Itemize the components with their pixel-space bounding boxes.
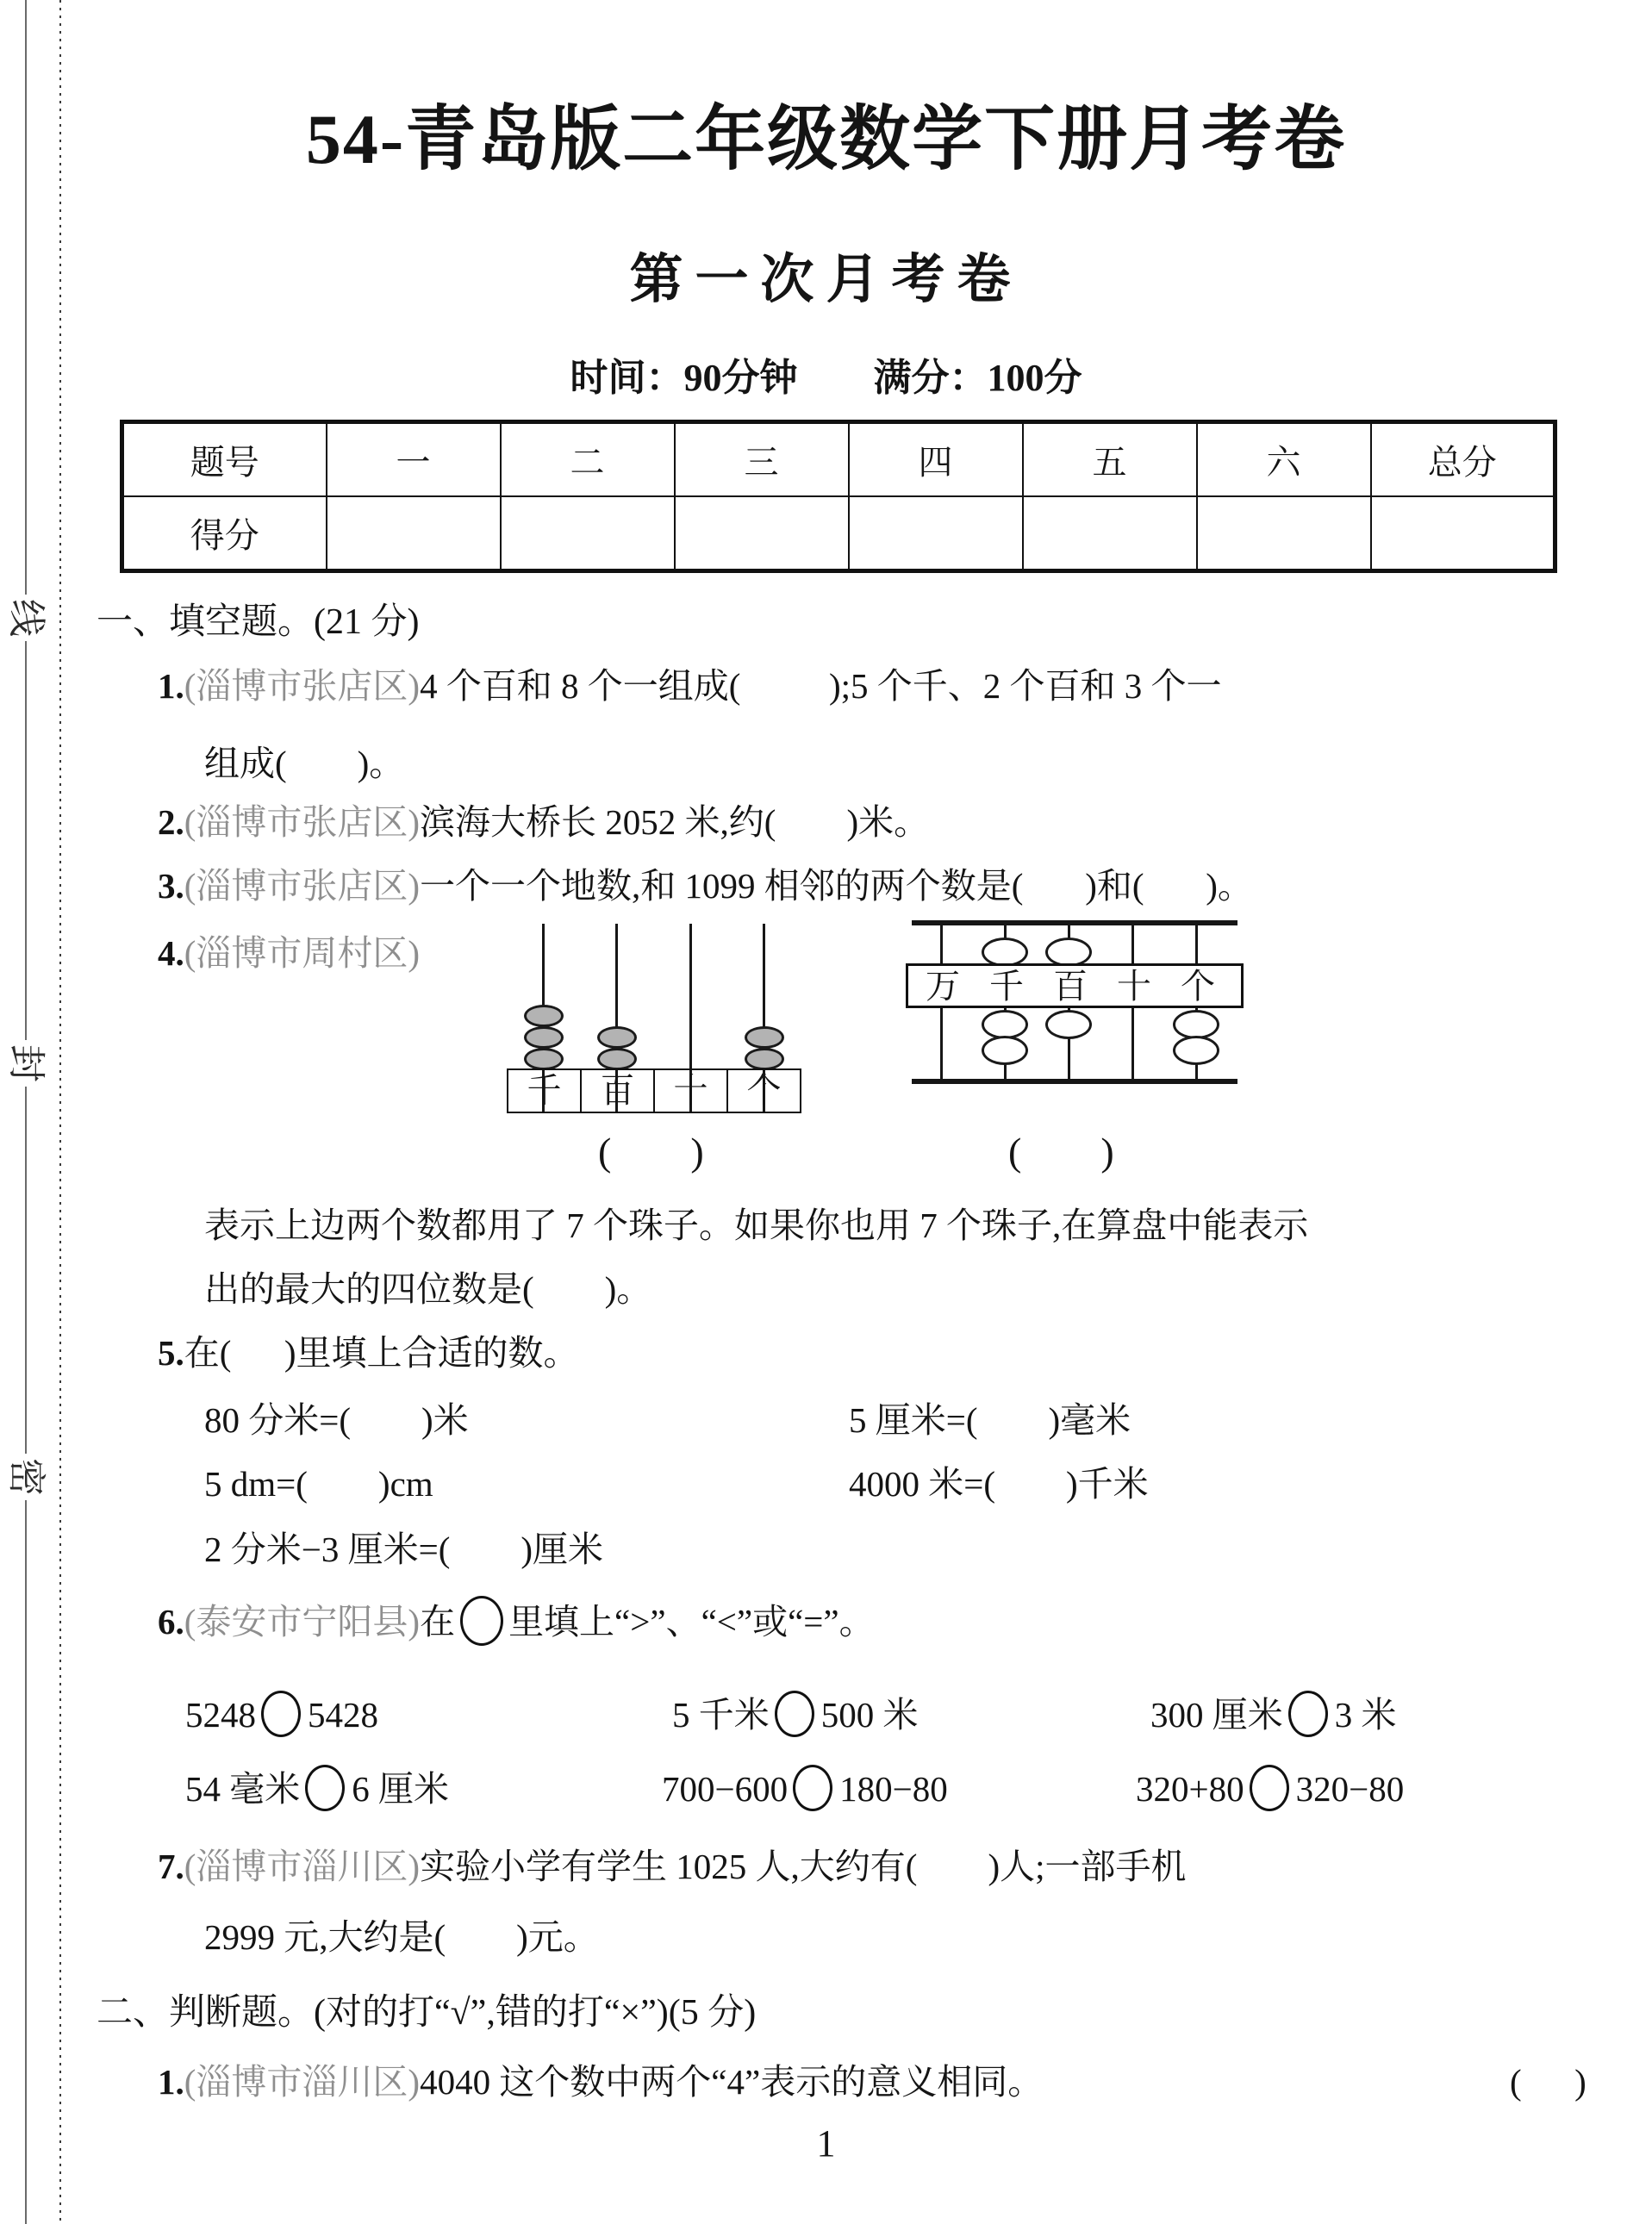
compare-circle-blank (460, 1596, 503, 1646)
comparison-left: 54 毫米 (185, 1769, 301, 1809)
question-text: 4040 这个数中两个“4”表示的意义相同。 (420, 2062, 1044, 2102)
question-1-line-2 (204, 741, 404, 786)
seal-char-xian: 线 (3, 595, 49, 641)
section2-question-1 (158, 2059, 1043, 2104)
question-number: 6. (158, 1602, 184, 1642)
abacus1-bead (524, 1048, 564, 1070)
score-table-empty-cell (501, 496, 675, 571)
score-table-cell: 总分 (1371, 422, 1555, 497)
comparison-item (185, 1765, 449, 1811)
question-source: (淄博市周村区) (184, 933, 421, 973)
compare-circle-blank (793, 1765, 832, 1811)
comparison-right: 320−80 (1295, 1769, 1405, 1809)
conversion-blank: 2 分米−3 厘米=( )厘米 (204, 1529, 604, 1569)
abacus1-bead (524, 1026, 564, 1049)
question-text: 表示上边两个数都用了 7 个珠子。如果你也用 7 个珠子,在算盘中能表示 (204, 1205, 1309, 1245)
score-table-cell: 三 (675, 422, 849, 497)
question-text: 组成( )。 (204, 744, 405, 783)
score-table (120, 420, 1557, 573)
question-source: (淄博市张店区) (184, 866, 421, 906)
abacus-bottom-bar (912, 1079, 1237, 1084)
question-source: (淄博市淄川区) (184, 1847, 421, 1886)
question-text: 2999 元,大约是( )元。 (204, 1917, 599, 1957)
seal-char-feng: 封 (3, 1040, 49, 1087)
score-table-empty-cell (849, 496, 1023, 571)
abacus1-bead (597, 1048, 637, 1070)
exam-info: 时间：90分钟 满分：100分 (570, 357, 1082, 399)
comparison-right: 500 米 (820, 1695, 919, 1735)
abacus2-upper-bead (1045, 938, 1092, 967)
comparison-left: 5 千米 (672, 1695, 770, 1735)
score-table-cell: 五 (1023, 422, 1197, 497)
conversion-blank: 5 dm=( )cm (204, 1464, 433, 1504)
page-subtitle: 第一次月考卷 (629, 251, 1023, 309)
comparison-item (1136, 1765, 1404, 1811)
compare-circle-blank (1250, 1765, 1289, 1811)
question-number: 2. (158, 802, 184, 842)
abacus1-answer-blank: ( ) (598, 1130, 704, 1174)
abacus2-lower-bead (1173, 1010, 1219, 1039)
place-label: 百 (1053, 967, 1088, 1006)
question-text: 4 个百和 8 个一组成( );5 个千、2 个百和 3 个一 (420, 666, 1222, 706)
question-6 (158, 1596, 875, 1646)
score-table-empty-cell (327, 496, 501, 571)
question-source: (淄博市淄川区) (184, 2062, 421, 2102)
question-number: 1. (158, 2062, 184, 2102)
comparison-right: 6 厘米 (352, 1769, 449, 1809)
question-text: 滨海大桥长 2052 米,约( )米。 (420, 802, 930, 842)
question-text: 一个一个地数,和 1099 相邻的两个数是( )和( )。 (420, 866, 1253, 906)
abacus2-lower-bead (982, 1036, 1028, 1065)
score-table-empty-cell (675, 496, 849, 571)
abacus2-lower-bead (1045, 1010, 1092, 1039)
score-table-cell: 二 (501, 422, 675, 497)
question-3 (158, 863, 1253, 908)
abacus1-bead (524, 1005, 564, 1027)
place-label: 千 (989, 967, 1024, 1006)
question-number: 4. (158, 933, 184, 973)
score-table-cell: 一 (327, 422, 501, 497)
abacus2-upper-bead (982, 938, 1028, 967)
comparison-item (662, 1765, 948, 1811)
compare-circle-blank (775, 1691, 814, 1737)
question-source: (淄博市张店区) (184, 802, 421, 842)
abacus-top-bar (912, 920, 1237, 925)
score-table-cell: 四 (849, 422, 1023, 497)
comparison-item (672, 1691, 919, 1737)
question-number: 5. (158, 1333, 184, 1373)
abacus2-place-labels (906, 963, 1244, 1008)
seal-line-solid (25, 0, 27, 2224)
comparison-left: 320+80 (1136, 1769, 1244, 1809)
score-table-empty-cell (1371, 496, 1555, 571)
page-number: 1 (816, 2122, 836, 2165)
abacus1-place-labels (507, 1068, 801, 1113)
abacus-suanpan-figure (912, 920, 1237, 1086)
question-text: 里填上“>”、“<”或“=”。 (508, 1602, 875, 1642)
place-label: 万 (926, 967, 960, 1006)
score-table-cell: 得分 (122, 496, 327, 571)
question-2 (158, 800, 929, 844)
score-table-empty-cell (1023, 496, 1197, 571)
page-title: 54-青岛版二年级数学下册月考卷 (305, 100, 1347, 178)
comparison-right: 5428 (308, 1695, 378, 1735)
seal-line-dotted (59, 0, 61, 2224)
abacus2-answer-blank: ( ) (1008, 1130, 1114, 1174)
conversion-blank: 5 厘米=( )毫米 (849, 1400, 1131, 1440)
question-number: 7. (158, 1847, 184, 1886)
place-label: 百 (580, 1070, 653, 1112)
abacus2-lower-bead (982, 1010, 1028, 1039)
question-7-line-2 (204, 1915, 599, 1959)
place-label: 千 (527, 1071, 562, 1110)
question-source: (泰安市宁阳县) (184, 1602, 421, 1642)
comparison-item (185, 1691, 378, 1737)
question-text: 实验小学有学生 1025 人,大约有( )人;一部手机 (420, 1847, 1187, 1886)
comparison-left: 5248 (185, 1695, 256, 1735)
compare-circle-blank (1288, 1691, 1328, 1737)
place-label: 十 (653, 1070, 726, 1112)
score-table-cell: 六 (1197, 422, 1371, 497)
section1-heading: 一、填空题。(21 分) (97, 602, 420, 642)
abacus-rod-figure (507, 924, 801, 1115)
question-1-line-1 (158, 663, 1222, 708)
abacus1-bead (597, 1026, 637, 1049)
question-text: 在 (420, 1602, 456, 1642)
abacus2-lower-bead (1173, 1036, 1219, 1065)
question-7-line-1 (158, 1844, 1187, 1889)
comparison-right: 180−80 (839, 1769, 948, 1809)
place-label: 十 (1117, 967, 1151, 1006)
question-4-line-1 (204, 1203, 1308, 1248)
comparison-right: 3 米 (1334, 1695, 1397, 1735)
section2-heading: 二、判断题。(对的打“√”,错的打“×”)(5 分) (97, 1993, 757, 2033)
question-4-line-2 (204, 1267, 651, 1311)
question-5 (158, 1330, 579, 1375)
score-table-empty-cell (1197, 496, 1371, 571)
question-4-label (158, 931, 420, 975)
comparison-left: 700−600 (662, 1769, 789, 1809)
question-number: 1. (158, 666, 184, 706)
question-text: 在( )里填上合适的数。 (184, 1333, 579, 1373)
comparison-item (1150, 1691, 1397, 1737)
abacus1-bead (745, 1048, 784, 1070)
compare-circle-blank (261, 1691, 301, 1737)
compare-circle-blank (305, 1765, 345, 1811)
seal-char-mi: 密 (3, 1454, 49, 1500)
question-number: 3. (158, 866, 184, 906)
abacus1-bead (745, 1026, 784, 1049)
conversion-blank: 80 分米=( )米 (204, 1400, 469, 1440)
conversion-blank: 4000 米=( )千米 (849, 1464, 1149, 1504)
comparison-left: 300 厘米 (1150, 1695, 1283, 1735)
question-source: (淄博市张店区) (184, 666, 421, 706)
question-text: 出的最大的四位数是( )。 (204, 1269, 652, 1309)
true-false-answer-blank: ( ) (1510, 2062, 1587, 2102)
score-table-score-row (122, 496, 1555, 571)
score-table-cell: 题号 (122, 422, 327, 497)
place-label: 个 (726, 1070, 800, 1112)
score-table-header-row (122, 422, 1555, 497)
place-label: 个 (1181, 967, 1215, 1006)
